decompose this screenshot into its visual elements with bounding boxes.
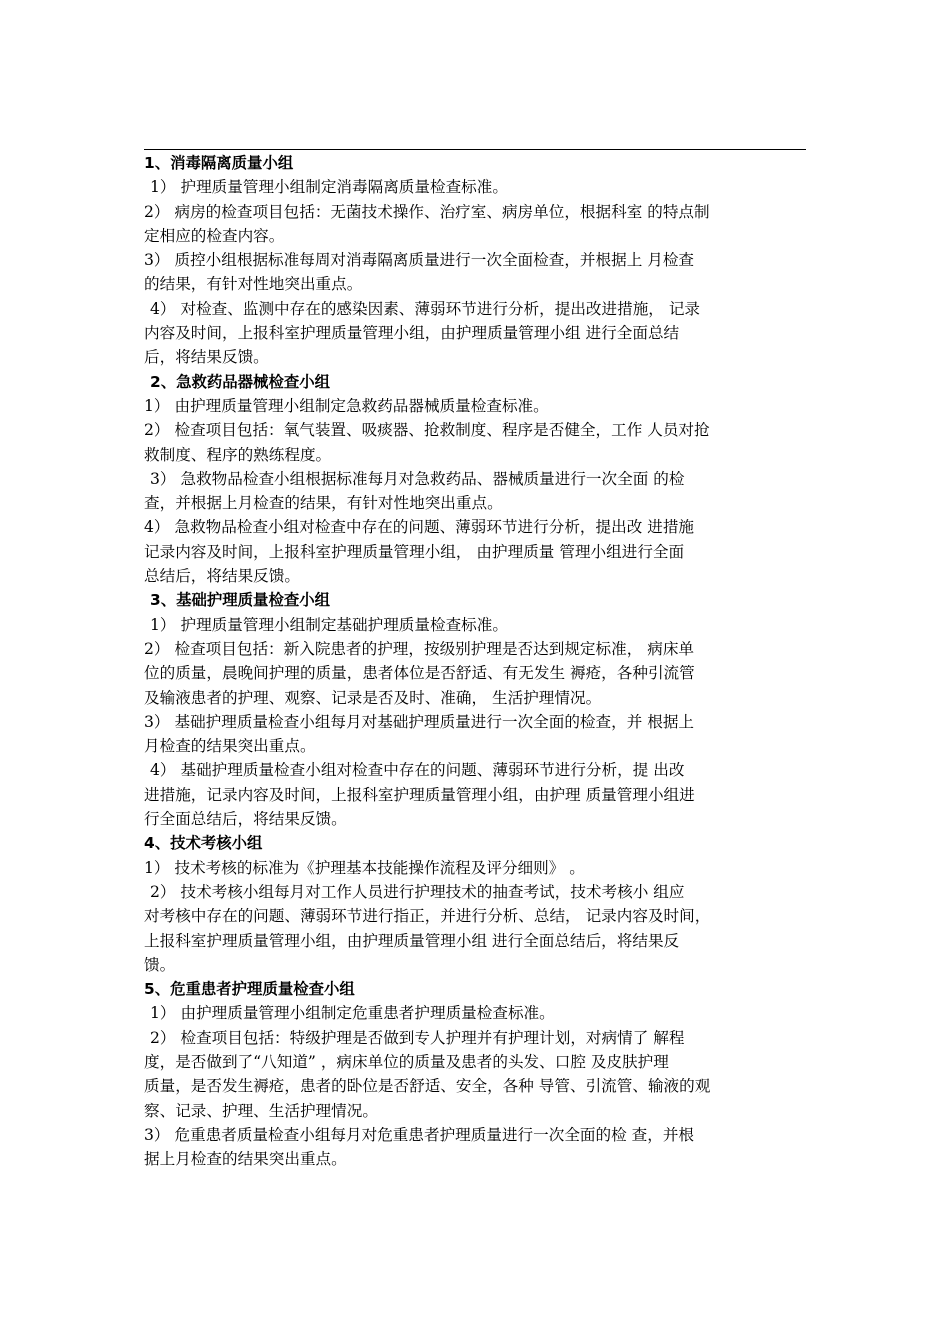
text-line: 质量，是否发生褥疮，患者的卧位是否舒适、安全，各种 导管、引流管、输液的观 [144,1077,711,1096]
text-line: 的结果，有针对性地突出重点。 [144,275,363,294]
text-line: 2） 技术考核小组每月对工作人员进行护理技术的抽查考试，技术考核小 组应 [150,882,685,901]
text-line: 3） 基础护理质量检查小组每月对基础护理质量进行一次全面的检查，并 根据上 [144,712,695,731]
text-line: 1） 由护理质量管理小组制定危重患者护理质量检查标准。 [150,1004,555,1023]
text-line: 总结后，将结果反馈。 [144,567,300,586]
text-line: 3） 质控小组根据标准每周对消毒隔离质量进行一次全面检查，并根据上 月检查 [144,251,695,270]
text-line: 2） 病房的检查项目包括：无菌技术操作、治疗室、病房单位，根据科室 的特点制 [144,202,710,221]
section-heading: 1、消毒隔离质量小组 [144,154,294,172]
section-heading: 3、基础护理质量检查小组 [150,591,331,610]
text-line: 2） 检查项目包括：特级护理是否做到专人护理并有护理计划，对病情了 解程 [150,1028,685,1047]
text-line: 对考核中存在的问题、薄弱环节进行指正，并进行分析、总结， 记录内容及时间， [144,907,711,926]
text-line: 记录内容及时间，上报科室护理质量管理小组， 由护理质量 管理小组进行全面 [144,542,685,561]
section-heading: 5、危重患者护理质量检查小组 [144,980,355,999]
text-line: 进措施，记录内容及时间，上报科室护理质量管理小组，由护理 质量管理小组进 [144,785,695,804]
text-line: 4） 基础护理质量检查小组对检查中存在的问题、薄弱环节进行分析，提 出改 [150,761,685,780]
text-line: 2） 检查项目包括：新入院患者的护理，按级别护理是否达到规定标准， 病床单 [144,639,695,658]
section-heading: 4、技术考核小组 [144,834,263,853]
text-line: 上报科室护理质量管理小组，由护理质量管理小组 进行全面总结后，将结果反 [144,931,680,950]
text-line: 定相应的检查内容。 [144,226,285,245]
text-line: 行全面总结后，将结果反馈。 [144,810,347,829]
document-body [144,151,806,1171]
text-line: 3） 急救物品检查小组根据标准每月对急救药品、器械质量进行一次全面 的检 [150,469,685,488]
top-rule [144,149,806,150]
text-line: 1） 护理质量管理小组制定消毒隔离质量检查标准。 [150,178,508,197]
text-line: 后，将结果反馈。 [144,348,269,367]
text-line: 位的质量，晨晚间护理的质量，患者体位是否舒适、有无发生 褥疮，各种引流管 [144,664,695,683]
section-heading: 2、急救药品器械检查小组 [150,372,331,391]
text-line: 度，是否做到了“八知道” ，病床单位的质量及患者的头发、口腔 及皮肤护理 [144,1052,669,1071]
text-line: 1） 护理质量管理小组制定基础护理质量检查标准。 [150,615,508,634]
text-line: 2） 检查项目包括：氧气装置、吸痰器、抢救制度、程序是否健全，工作 人员对抢 [144,421,710,440]
text-line: 1） 技术考核的标准为《护理基本技能操作流程及评分细则》 。 [144,858,585,877]
text-line: 4） 对检查、监测中存在的感染因素、薄弱环节进行分析，提出改进措施， 记录 [150,299,701,318]
text-line: 馈。 [144,955,176,974]
text-line: 内容及时间，上报科室护理质量管理小组，由护理质量管理小组 进行全面总结 [144,324,680,343]
text-line: 察、记录、护理、生活护理情况。 [144,1101,378,1120]
text-line: 查，并根据上月检查的结果，有针对性地突出重点。 [144,494,503,513]
text-line: 4） 急救物品检查小组对检查中存在的问题、薄弱环节进行分析，提出改 进措施 [144,518,695,537]
text-line: 3） 危重患者质量检查小组每月对危重患者护理质量进行一次全面的检 查，并根 [144,1125,695,1144]
text-line: 据上月检查的结果突出重点。 [144,1150,347,1169]
text-line: 1） 由护理质量管理小组制定急救药品器械质量检查标准。 [144,396,549,415]
text-line: 月检查的结果突出重点。 [144,737,316,756]
text-line: 及输液患者的护理、观察、记录是否及时、准确， 生活护理情况。 [144,688,602,707]
text-line: 救制度、程序的熟练程度。 [144,445,332,464]
